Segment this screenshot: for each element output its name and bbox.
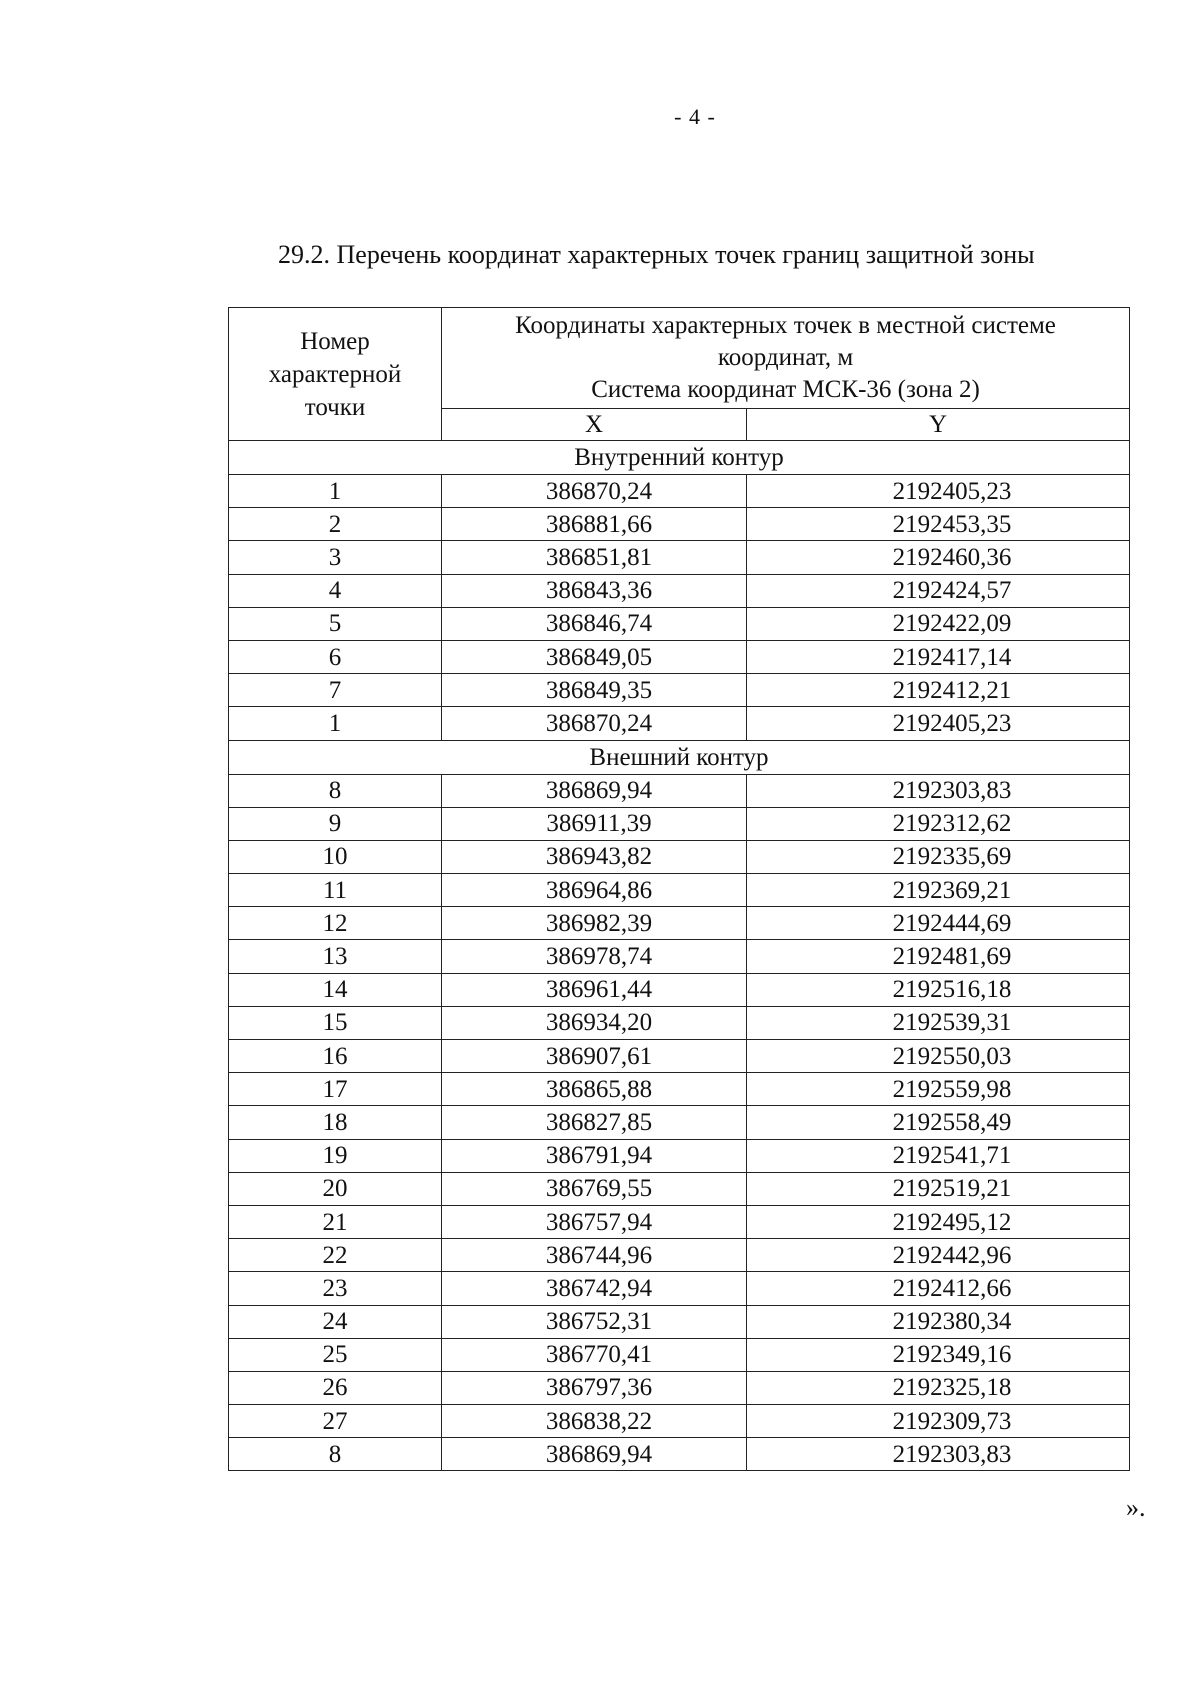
- coordinates-header: [442, 308, 1130, 409]
- x-coordinate-cell: 386744,96: [442, 1239, 747, 1272]
- point-number-cell: 2: [229, 508, 442, 541]
- x-coordinate-cell: 386869,94: [442, 1438, 747, 1471]
- table-row: [229, 840, 1130, 873]
- coordinates-header-line: Координаты характерных точек в местной системе: [515, 312, 1056, 339]
- point-number-cell: 5: [229, 607, 442, 640]
- y-coordinate-cell: 2192412,21: [747, 674, 1130, 707]
- table-row: [229, 1040, 1130, 1073]
- coordinates-table: [228, 307, 1130, 1471]
- table-row: [229, 640, 1130, 673]
- x-coordinate-cell: 386911,39: [442, 807, 747, 840]
- x-coordinate-cell: 386881,66: [442, 508, 747, 541]
- section-title: Внешний контур: [229, 740, 1130, 774]
- page-number: - 4 -: [674, 104, 716, 129]
- table-row: [229, 807, 1130, 840]
- x-coordinate-cell: 386846,74: [442, 607, 747, 640]
- x-coordinate-cell: 386791,94: [442, 1139, 747, 1172]
- x-coordinate-cell: 386851,81: [442, 541, 747, 574]
- point-number-cell: 15: [229, 1006, 442, 1039]
- point-number-cell: 8: [229, 1438, 442, 1471]
- table-row: [229, 1006, 1130, 1039]
- y-coordinate-cell: 2192495,12: [747, 1205, 1130, 1238]
- y-coordinate-cell: 2192444,69: [747, 907, 1130, 940]
- table-row: [229, 674, 1130, 707]
- y-coordinate-cell: 2192335,69: [747, 840, 1130, 873]
- x-coordinate-cell: 386843,36: [442, 574, 747, 607]
- table-row: [229, 607, 1130, 640]
- x-coordinate-cell: 386870,24: [442, 475, 747, 508]
- point-number-cell: 23: [229, 1272, 442, 1305]
- table-row: [229, 874, 1130, 907]
- y-coordinate-cell: 2192325,18: [747, 1371, 1130, 1404]
- table-row: [229, 907, 1130, 940]
- y-coordinate-cell: 2192541,71: [747, 1139, 1130, 1172]
- x-coordinate-cell: 386752,31: [442, 1305, 747, 1338]
- table-row: [229, 973, 1130, 1006]
- x-coordinate-cell: 386943,82: [442, 840, 747, 873]
- table-row: [229, 1272, 1130, 1305]
- x-coordinate-cell: 386865,88: [442, 1073, 747, 1106]
- table-row: [229, 1305, 1130, 1338]
- y-coordinate-cell: 2192369,21: [747, 874, 1130, 907]
- point-number-cell: 6: [229, 640, 442, 673]
- y-coordinate-cell: 2192309,73: [747, 1405, 1130, 1438]
- point-number-header: [229, 308, 442, 441]
- x-coordinate-cell: 386870,24: [442, 707, 747, 740]
- point-number-cell: 14: [229, 973, 442, 1006]
- table-row: [229, 940, 1130, 973]
- point-number-cell: 9: [229, 807, 442, 840]
- x-coordinate-cell: 386849,35: [442, 674, 747, 707]
- x-coordinate-cell: 386769,55: [442, 1172, 747, 1205]
- table-row: [229, 1172, 1130, 1205]
- point-number-header-line: Номер: [300, 327, 370, 355]
- point-number-header-line: характерной: [268, 360, 402, 388]
- table-row: [229, 1338, 1130, 1371]
- y-column-header: Y: [747, 409, 1130, 441]
- x-coordinate-cell: 386978,74: [442, 940, 747, 973]
- y-coordinate-cell: 2192519,21: [747, 1172, 1130, 1205]
- y-coordinate-cell: 2192559,98: [747, 1073, 1130, 1106]
- table-row: [229, 541, 1130, 574]
- table-row: [229, 1106, 1130, 1139]
- point-number-cell: 21: [229, 1205, 442, 1238]
- y-coordinate-cell: 2192422,09: [747, 607, 1130, 640]
- x-coordinate-cell: 386964,86: [442, 874, 747, 907]
- point-number-cell: 24: [229, 1305, 442, 1338]
- x-coordinate-cell: 386797,36: [442, 1371, 747, 1404]
- y-coordinate-cell: 2192405,23: [747, 707, 1130, 740]
- point-number-cell: 1: [229, 475, 442, 508]
- y-coordinate-cell: 2192349,16: [747, 1338, 1130, 1371]
- y-coordinate-cell: 2192412,66: [747, 1272, 1130, 1305]
- point-number-cell: 19: [229, 1139, 442, 1172]
- x-coordinate-cell: 386961,44: [442, 973, 747, 1006]
- point-number-cell: 27: [229, 1405, 442, 1438]
- y-coordinate-cell: 2192558,49: [747, 1106, 1130, 1139]
- coordinates-header-line: координат, м: [717, 344, 854, 371]
- x-coordinate-cell: 386757,94: [442, 1205, 747, 1238]
- coordinates-header-line: Система координат МСК-36 (зона 2): [591, 376, 980, 403]
- table-row: [229, 1405, 1130, 1438]
- point-number-cell: 8: [229, 774, 442, 807]
- table-row: [229, 1073, 1130, 1106]
- point-number-cell: 22: [229, 1239, 442, 1272]
- table-row: [229, 707, 1130, 740]
- x-coordinate-cell: 386934,20: [442, 1006, 747, 1039]
- table-row: [229, 1205, 1130, 1238]
- y-coordinate-cell: 2192460,36: [747, 541, 1130, 574]
- point-number-cell: 20: [229, 1172, 442, 1205]
- table-row: [229, 475, 1130, 508]
- coordinates-table-body: [229, 308, 1130, 1471]
- x-coordinate-cell: 386869,94: [442, 774, 747, 807]
- y-coordinate-cell: 2192481,69: [747, 940, 1130, 973]
- y-coordinate-cell: 2192312,62: [747, 807, 1130, 840]
- header-row: [229, 308, 1130, 409]
- point-number-cell: 7: [229, 674, 442, 707]
- point-number-cell: 16: [229, 1040, 442, 1073]
- point-number-cell: 11: [229, 874, 442, 907]
- y-coordinate-cell: 2192539,31: [747, 1006, 1130, 1039]
- point-number-cell: 18: [229, 1106, 442, 1139]
- table-row: [229, 1139, 1130, 1172]
- point-number-cell: 26: [229, 1371, 442, 1404]
- y-coordinate-cell: 2192405,23: [747, 475, 1130, 508]
- x-coordinate-cell: 386849,05: [442, 640, 747, 673]
- point-number-cell: 25: [229, 1338, 442, 1371]
- y-coordinate-cell: 2192424,57: [747, 574, 1130, 607]
- section-row: [229, 441, 1130, 475]
- section-row: [229, 740, 1130, 774]
- y-coordinate-cell: 2192303,83: [747, 774, 1130, 807]
- x-coordinate-cell: 386742,94: [442, 1272, 747, 1305]
- x-column-header: X: [442, 409, 747, 441]
- table-row: [229, 508, 1130, 541]
- y-coordinate-cell: 2192380,34: [747, 1305, 1130, 1338]
- x-coordinate-cell: 386907,61: [442, 1040, 747, 1073]
- y-coordinate-cell: 2192442,96: [747, 1239, 1130, 1272]
- y-coordinate-cell: 2192516,18: [747, 973, 1130, 1006]
- y-coordinate-cell: 2192453,35: [747, 508, 1130, 541]
- y-coordinate-cell: 2192303,83: [747, 1438, 1130, 1471]
- point-number-cell: 12: [229, 907, 442, 940]
- point-number-cell: 3: [229, 541, 442, 574]
- point-number-cell: 17: [229, 1073, 442, 1106]
- table-row: [229, 1438, 1130, 1471]
- y-coordinate-cell: 2192417,14: [747, 640, 1130, 673]
- point-number-cell: 10: [229, 840, 442, 873]
- closing-quote: ».: [1126, 1493, 1146, 1522]
- x-coordinate-cell: 386982,39: [442, 907, 747, 940]
- x-coordinate-cell: 386838,22: [442, 1405, 747, 1438]
- table-row: [229, 1371, 1130, 1404]
- table-row: [229, 1239, 1130, 1272]
- point-number-cell: 13: [229, 940, 442, 973]
- x-coordinate-cell: 386827,85: [442, 1106, 747, 1139]
- point-number-cell: 4: [229, 574, 442, 607]
- point-number-header-line: точки: [304, 393, 366, 421]
- section-title: Внутренний контур: [229, 441, 1130, 475]
- point-number-cell: 1: [229, 707, 442, 740]
- x-coordinate-cell: 386770,41: [442, 1338, 747, 1371]
- document-heading: 29.2. Перечень координат характерных точек границ защитной зоны: [278, 240, 1035, 269]
- table-row: [229, 774, 1130, 807]
- table-row: [229, 574, 1130, 607]
- y-coordinate-cell: 2192550,03: [747, 1040, 1130, 1073]
